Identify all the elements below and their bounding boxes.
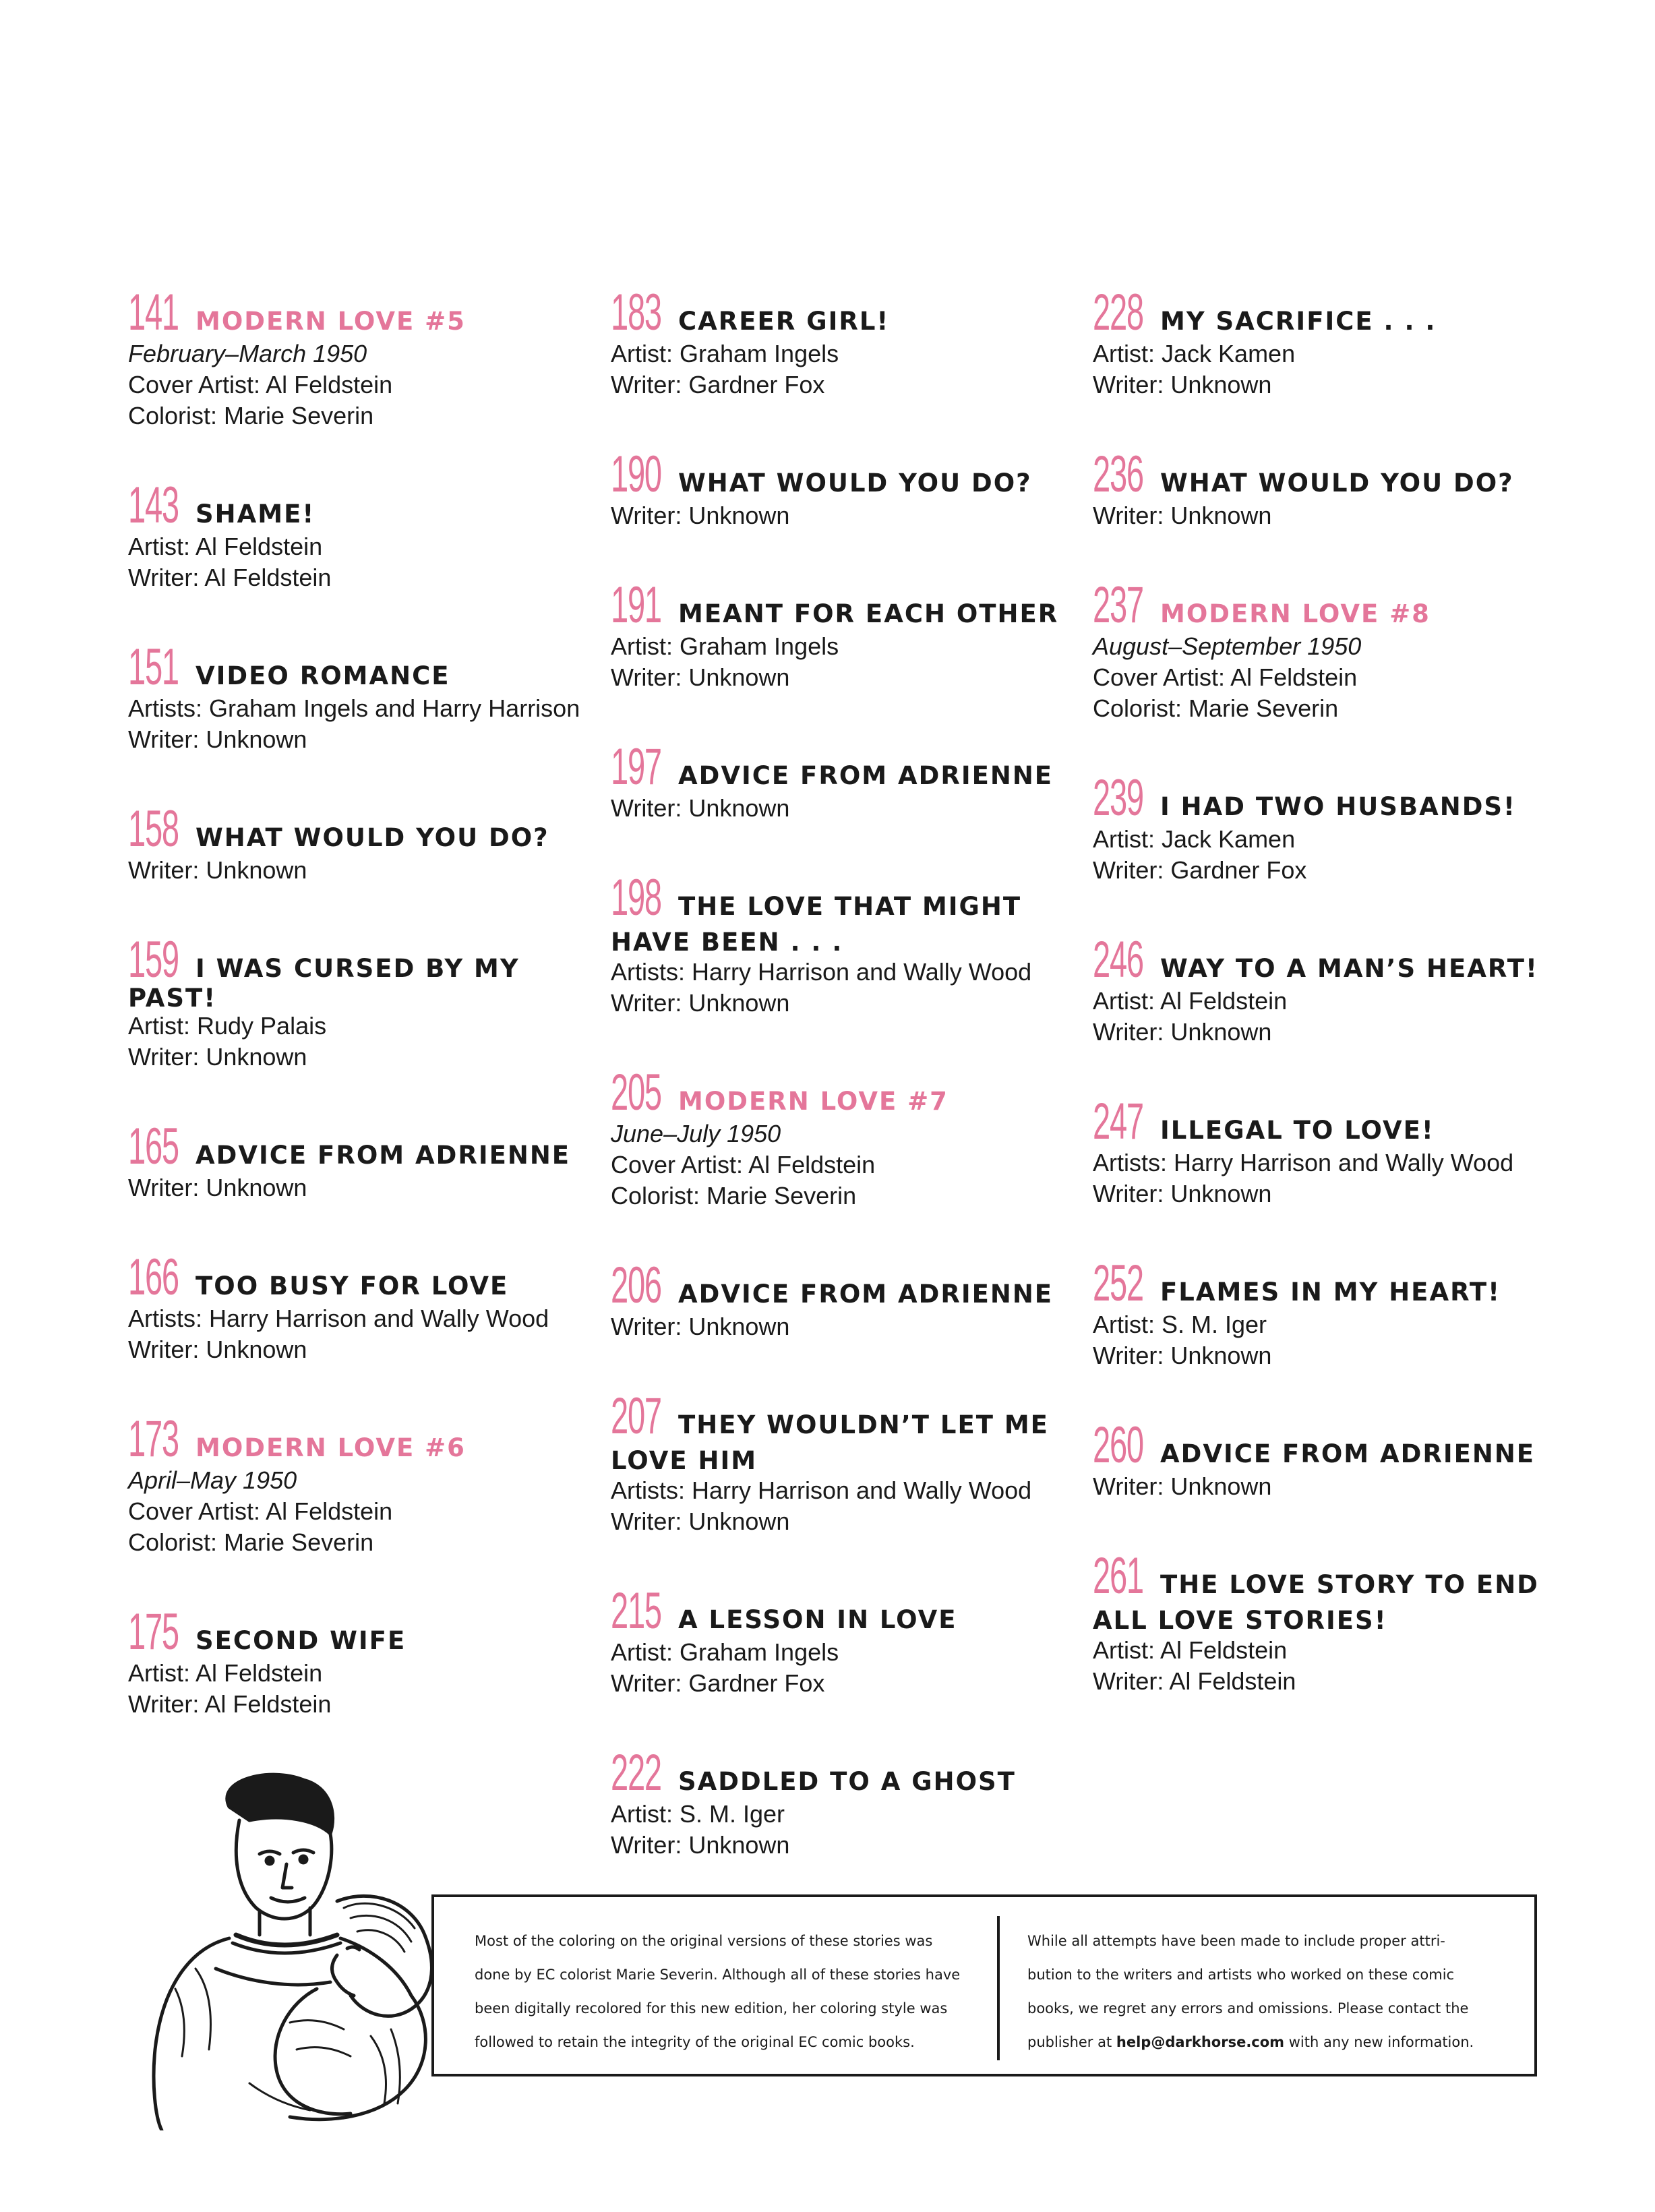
page-number: 252 (1093, 1255, 1143, 1312)
credit-line: Writer: Unknown (1093, 502, 1272, 529)
toc-entry (128, 477, 586, 593)
story-title: WAY TO A MAN’S HEART! (1160, 954, 1538, 983)
credit-line: Writer: Unknown (611, 989, 790, 1017)
page-number: 183 (611, 284, 661, 341)
contents-column-3 (1093, 284, 1551, 1745)
toc-entry-heading (1093, 1416, 1551, 1474)
toc-entry (128, 1249, 586, 1365)
page-number: 236 (1093, 446, 1143, 503)
credit-line: Artist: Graham Ingels (611, 340, 839, 367)
note-line (1027, 2025, 1499, 2059)
story-title: A LESSON IN LOVE (678, 1605, 957, 1634)
page-number: 143 (128, 477, 179, 534)
credit-line: Writer: Unknown (128, 1336, 307, 1363)
credit-line: Artist: Rudy Palais (128, 1012, 327, 1040)
page-number: 239 (1093, 769, 1143, 827)
toc-entry (128, 931, 586, 1073)
credit-line: Writer: Gardner Fox (611, 1669, 825, 1697)
story-title: I WAS CURSED BY MY PAST! (128, 954, 520, 1013)
credit-line: Artists: Harry Harrison and Wally Wood (611, 958, 1032, 986)
credit-line: Artist: S. M. Iger (611, 1800, 785, 1828)
credit-line: Writer: Al Feldstein (128, 564, 332, 591)
credit-line: Artist: Graham Ingels (611, 1638, 839, 1666)
page-number: 260 (1093, 1416, 1143, 1474)
page-number: 207 (611, 1387, 661, 1445)
credit-line: Writer: Unknown (128, 725, 307, 753)
credit-line: Colorist: Marie Severin (611, 1182, 857, 1209)
issue-title: MODERN LOVE #6 (195, 1433, 466, 1462)
story-title-continued: HAVE BEEN . . . (611, 928, 843, 957)
page-number: 206 (611, 1257, 661, 1314)
page-number: 141 (128, 284, 179, 341)
page-number: 246 (1093, 931, 1143, 988)
credit-line: Colorist: Marie Severin (128, 1528, 374, 1556)
toc-entry-heading (128, 638, 586, 696)
toc-entry (1093, 284, 1551, 400)
credit-line: Writer: Unknown (128, 856, 307, 884)
story-title: SADDLED TO A GHOST (678, 1767, 1016, 1796)
story-title: TOO BUSY FOR LOVE (195, 1272, 509, 1301)
toc-entry-heading (1093, 284, 1551, 341)
credit-line: Writer: Gardner Fox (611, 371, 825, 398)
page-number: 165 (128, 1118, 179, 1175)
toc-entry-heading (1093, 1093, 1551, 1150)
story-title: MY SACRIFICE . . . (1160, 307, 1437, 336)
credit-line: Artists: Graham Ingels and Harry Harrison (128, 694, 580, 722)
note-line: While all attempts have been made to include proper attri- (1027, 1933, 1445, 1949)
story-title: WHAT WOULD YOU DO? (1160, 469, 1514, 498)
issue-title: MODERN LOVE #8 (1160, 599, 1431, 628)
toc-entry-heading (1093, 576, 1551, 634)
page-number: 191 (611, 576, 661, 634)
credit-line: Writer: Unknown (1093, 1342, 1272, 1369)
note-line: been digitally recolored for this new edition, her coloring style was (475, 2000, 948, 2016)
toc-entry (128, 638, 586, 755)
page-number: 158 (128, 800, 179, 858)
toc-entry (128, 284, 586, 431)
toc-entry-heading (611, 1064, 1069, 1121)
toc-entry-heading (1093, 769, 1551, 827)
story-title: THE LOVE THAT MIGHT (678, 892, 1022, 921)
credit-line: Artist: Graham Ingels (611, 632, 839, 660)
toc-entry (128, 1118, 586, 1203)
credit-line: Artist: Al Feldstein (1093, 987, 1288, 1015)
credit-line: Writer: Gardner Fox (1093, 856, 1307, 884)
toc-entry (611, 738, 1069, 824)
story-title-continued: LOVE HIM (611, 1446, 758, 1475)
credit-line: Artist: Jack Kamen (1093, 825, 1296, 853)
toc-entry (1093, 1547, 1551, 1697)
toc-entry (611, 446, 1069, 531)
toc-entry-heading (1093, 446, 1551, 503)
notes-box (431, 1894, 1537, 2076)
page-number: 215 (611, 1582, 661, 1640)
toc-entry-heading (128, 1118, 586, 1175)
page-number: 247 (1093, 1093, 1143, 1150)
story-title: THE LOVE STORY TO END (1160, 1570, 1539, 1599)
toc-entry (128, 1410, 586, 1558)
toc-entry-heading (611, 446, 1069, 503)
note-text: with any new information. (1284, 2034, 1474, 2050)
page-number: 175 (128, 1603, 179, 1661)
page-number: 261 (1093, 1547, 1143, 1605)
toc-entry (611, 284, 1069, 400)
toc-entry (1093, 769, 1551, 886)
issue-date: April–May 1950 (128, 1466, 297, 1494)
credit-line: Writer: Unknown (1093, 1180, 1272, 1207)
credit-line: Artist: Al Feldstein (128, 1659, 323, 1687)
story-title: WHAT WOULD YOU DO? (195, 823, 549, 852)
toc-entry-heading (611, 284, 1069, 341)
toc-entry-heading (128, 1249, 586, 1306)
toc-entry-heading (611, 1387, 1069, 1445)
story-title: SHAME! (195, 500, 315, 529)
credit-line: Cover Artist: Al Feldstein (128, 1497, 393, 1525)
page-number: 151 (128, 638, 179, 696)
contents-column-2 (611, 284, 1069, 1909)
toc-entry (1093, 1093, 1551, 1209)
story-title: I HAD TWO HUSBANDS! (1160, 792, 1516, 821)
toc-entry-heading (128, 1410, 586, 1468)
credit-line: Writer: Unknown (611, 1313, 790, 1340)
toc-entry (1093, 931, 1551, 1048)
credit-line: Artist: Al Feldstein (1093, 1636, 1288, 1664)
credit-line: Writer: Unknown (128, 1174, 307, 1201)
story-title: ADVICE FROM ADRIENNE (195, 1141, 571, 1170)
credit-line: Writer: Al Feldstein (128, 1690, 332, 1718)
issue-title: MODERN LOVE #7 (678, 1087, 949, 1116)
issue-date: August–September 1950 (1093, 632, 1362, 660)
credit-line: Colorist: Marie Severin (1093, 694, 1339, 722)
story-title: THEY WOULDN’T LET ME (678, 1410, 1049, 1439)
credit-line: Writer: Unknown (611, 1507, 790, 1535)
issue-date: February–March 1950 (128, 340, 367, 367)
credit-line: Writer: Unknown (611, 663, 790, 691)
issue-date: June–July 1950 (611, 1120, 781, 1147)
page-number: 198 (611, 869, 661, 926)
toc-entry-heading (611, 869, 1069, 926)
toc-entry-heading (611, 738, 1069, 796)
page-number: 237 (1093, 576, 1143, 634)
page-number: 166 (128, 1249, 179, 1306)
toc-entry-heading (128, 931, 586, 1013)
toc-entry (611, 869, 1069, 1019)
toc-entry-heading (611, 1582, 1069, 1640)
note-line: books, we regret any errors and omissions. Please contact the (1027, 2000, 1469, 2016)
story-title: ADVICE FROM ADRIENNE (678, 1280, 1054, 1309)
toc-entry-heading (611, 576, 1069, 634)
toc-entry-heading (611, 1257, 1069, 1314)
toc-entry (611, 1064, 1069, 1212)
credit-line: Writer: Unknown (611, 1831, 790, 1859)
toc-entry (1093, 446, 1551, 531)
credit-line: Cover Artist: Al Feldstein (128, 371, 393, 398)
toc-entry-heading (128, 800, 586, 858)
toc-entry-heading (1093, 931, 1551, 988)
toc-entry-heading (128, 477, 586, 534)
credit-line: Cover Artist: Al Feldstein (1093, 663, 1358, 691)
toc-entry-heading (611, 1744, 1069, 1801)
toc-entry-heading (1093, 1547, 1551, 1605)
credit-line: Writer: Unknown (1093, 1018, 1272, 1046)
contact-email-link[interactable]: help@darkhorse.com (1116, 2034, 1285, 2050)
story-title: SECOND WIFE (195, 1626, 407, 1655)
story-title: ILLEGAL TO LOVE! (1160, 1116, 1435, 1145)
toc-entry (611, 1744, 1069, 1861)
page-number: 228 (1093, 284, 1143, 341)
story-title: ADVICE FROM ADRIENNE (1160, 1439, 1536, 1468)
toc-entry (611, 1387, 1069, 1537)
note-line: Most of the coloring on the original versions of these stories was (475, 1933, 933, 1949)
coloring-note (475, 1924, 973, 2059)
story-title: CAREER GIRL! (678, 307, 890, 336)
toc-entry-heading (1093, 1255, 1551, 1312)
credit-line: Writer: Unknown (1093, 371, 1272, 398)
notes-divider (997, 1916, 1000, 2060)
credit-line: Writer: Unknown (611, 794, 790, 822)
story-title-continued: ALL LOVE STORIES! (1093, 1606, 1387, 1635)
credit-line: Artists: Harry Harrison and Wally Wood (128, 1305, 549, 1332)
note-line: bution to the writers and artists who worked on these comic (1027, 1967, 1455, 1983)
story-title: FLAMES IN MY HEART! (1160, 1278, 1501, 1307)
story-title: MEANT FOR EACH OTHER (678, 599, 1059, 628)
credit-line: Writer: Unknown (1093, 1472, 1272, 1500)
contents-column-1 (128, 284, 586, 1768)
page-number: 173 (128, 1410, 179, 1468)
credit-line: Artists: Harry Harrison and Wally Wood (611, 1476, 1032, 1504)
toc-entry (1093, 576, 1551, 724)
credit-line: Cover Artist: Al Feldstein (611, 1151, 876, 1178)
page-number: 197 (611, 738, 661, 796)
credit-line: Colorist: Marie Severin (128, 402, 374, 429)
story-title: ADVICE FROM ADRIENNE (678, 761, 1054, 790)
attribution-note (1027, 1924, 1499, 2059)
toc-entry-heading (128, 284, 586, 341)
page-number: 222 (611, 1744, 661, 1801)
note-line: followed to retain the integrity of the original EC comic books. (475, 2034, 915, 2050)
toc-entry (611, 1582, 1069, 1699)
toc-entry (611, 1257, 1069, 1342)
page-number: 205 (611, 1064, 661, 1121)
credit-line: Artist: Jack Kamen (1093, 340, 1296, 367)
credit-line: Writer: Unknown (611, 502, 790, 529)
toc-entry (1093, 1416, 1551, 1502)
note-text: publisher at (1027, 2034, 1116, 2050)
toc-entry (1093, 1255, 1551, 1371)
credit-line: Artists: Harry Harrison and Wally Wood (1093, 1149, 1514, 1176)
page-number: 159 (128, 931, 179, 988)
toc-entry (128, 800, 586, 886)
credit-line: Artist: Al Feldstein (128, 533, 323, 560)
issue-title: MODERN LOVE #5 (195, 307, 466, 336)
credit-line: Writer: Al Feldstein (1093, 1667, 1296, 1695)
story-title: VIDEO ROMANCE (195, 661, 450, 690)
toc-entry (611, 576, 1069, 693)
story-title: WHAT WOULD YOU DO? (678, 469, 1032, 498)
credit-line: Artist: S. M. Iger (1093, 1311, 1267, 1338)
credit-line: Writer: Unknown (128, 1043, 307, 1071)
toc-entry (128, 1603, 586, 1720)
toc-entry-heading (128, 1603, 586, 1661)
page-number: 190 (611, 446, 661, 503)
note-line: done by EC colorist Marie Severin. Although all of these stories have (475, 1967, 961, 1983)
